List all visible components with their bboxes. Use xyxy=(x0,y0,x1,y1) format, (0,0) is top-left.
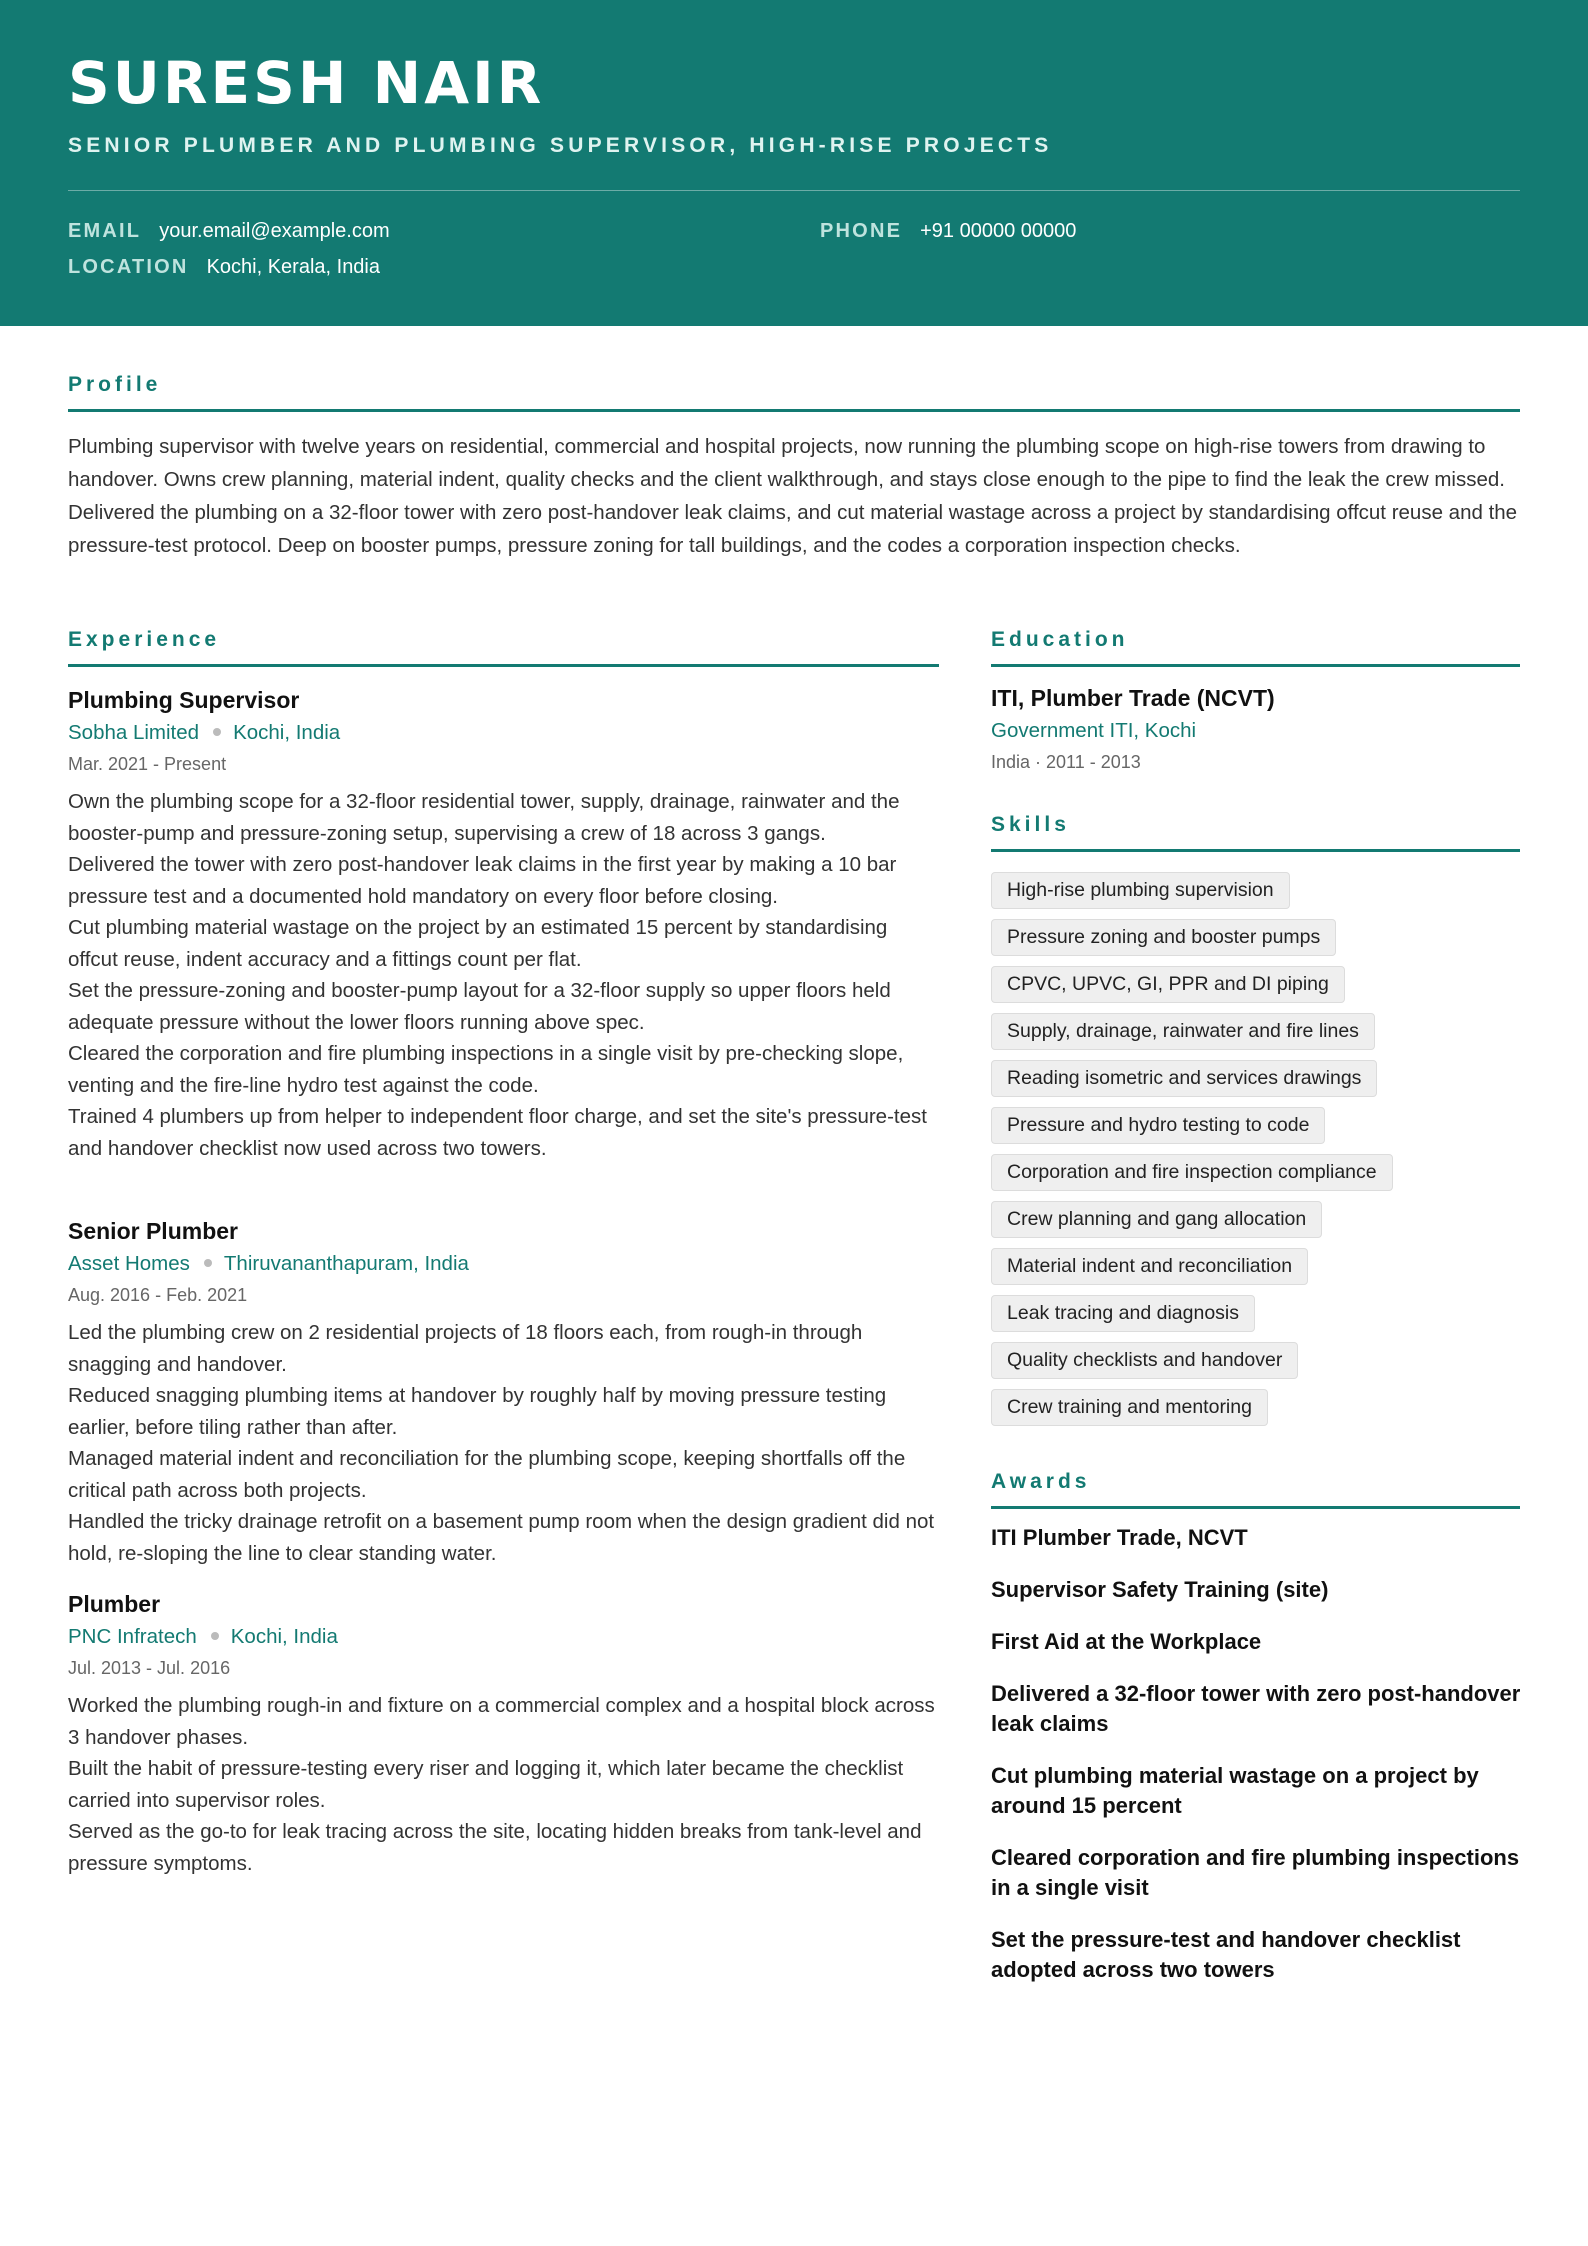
education-degree: ITI, Plumber Trade (NCVT) xyxy=(991,685,1275,711)
job-bullet: Handled the tricky drainage retrofit on a basement pump room when the design gradient did not hold, re-sloping the line to clear standing water. xyxy=(68,1510,935,1565)
job-meta xyxy=(68,718,938,748)
header-divider xyxy=(68,190,1520,191)
contact-email xyxy=(68,218,390,244)
job-bullet: Served as the go-to for leak tracing across the site, locating hidden breaks from tank-level and pressure symptoms. xyxy=(68,1820,922,1875)
separator-dot xyxy=(204,1259,212,1267)
phone-value[interactable]: +91 00000 00000 xyxy=(920,220,1077,242)
education-entry xyxy=(991,683,1521,776)
job-bullet: Reduced snagging plumbing items at handover by roughly half by moving pressure testing earlier, before tiling rather than after. xyxy=(68,1384,887,1439)
profile-divider xyxy=(68,409,1520,412)
award-item: Delivered a 32-floor tower with zero post-handover leak claims xyxy=(991,1681,1521,1736)
job-meta xyxy=(68,1249,938,1279)
experience-divider xyxy=(68,664,939,667)
skill-tag: Quality checklists and handover xyxy=(991,1342,1298,1379)
award-item: ITI Plumber Trade, NCVT xyxy=(991,1525,1248,1550)
job-dates: Jul. 2013 - Jul. 2016 xyxy=(68,1658,231,1678)
job-title: Plumber xyxy=(68,1591,161,1617)
job-bullet: Built the habit of pressure-testing every riser and logging it, which later became the checklist carried into supervisor roles. xyxy=(68,1757,904,1812)
award-item: Cut plumbing material wastage on a project by around 15 percent xyxy=(991,1763,1479,1818)
job-bullet: Managed material indent and reconciliation for the plumbing scope, keeping shortfalls off the critical path across both projects. xyxy=(68,1447,906,1502)
experience-heading: Experience xyxy=(68,628,221,651)
skill-tag: Supply, drainage, rainwater and fire lines xyxy=(991,1013,1375,1050)
skill-tag: Crew planning and gang allocation xyxy=(991,1201,1322,1238)
award-item: Set the pressure-test and handover checklist adopted across two towers xyxy=(991,1927,1461,1982)
job-bullet: Trained 4 plumbers up from helper to independent floor charge, and set the site's pressure-test and handover checklist now used across two towers. xyxy=(68,1105,927,1160)
awards-divider xyxy=(991,1506,1520,1509)
award-item: Cleared corporation and fire plumbing inspections in a single visit xyxy=(991,1845,1520,1900)
skill-tag: Material indent and reconciliation xyxy=(991,1248,1308,1285)
profile-summary: Plumbing supervisor with twelve years on residential, commercial and hospital projects, now running the plumbing scope on high-rise towers from drawing to handover. Owns crew planning, material indent, quality checks and the client walkthrough, and stays close enough to the pipe to find the leak the crew missed. Delivered the plumbing on a 32-floor tower with zero post-handover leak claims, and cut material wastage across a project by standardising offcut reuse and the pressure-test protocol. Deep on booster pumps, pressure zoning for tall buildings, and the codes a corporation inspection checks. xyxy=(68,435,1518,557)
job-company: Sobha Limited xyxy=(68,721,200,744)
job-bullet: Own the plumbing scope for a 32-floor residential tower, supply, drainage, rainwater and the booster-pump and pressure-zoning setup, supervising a crew of 18 across 3 gangs. xyxy=(68,790,900,845)
skills-heading: Skills xyxy=(991,813,1070,836)
skill-tag: Pressure and hydro testing to code xyxy=(991,1107,1325,1144)
profile-heading: Profile xyxy=(68,373,162,396)
job-company: Asset Homes xyxy=(68,1252,190,1275)
skill-tag: Pressure zoning and booster pumps xyxy=(991,919,1336,956)
location-value: Kochi, Kerala, India xyxy=(206,256,380,278)
email-value[interactable]: your.email@example.com xyxy=(159,220,390,242)
job-bullet: Cut plumbing material wastage on the project by an estimated 15 percent by standardising offcut reuse, indent accuracy and a fittings count per flat. xyxy=(68,916,888,971)
job-entry xyxy=(68,685,938,1164)
job-location: Thiruvananthapuram, India xyxy=(223,1252,469,1275)
education-school: Government ITI, Kochi xyxy=(991,719,1197,742)
resume-header xyxy=(0,0,1588,326)
location-label: LOCATION xyxy=(68,256,189,278)
separator-dot xyxy=(213,728,221,736)
email-label: EMAIL xyxy=(68,220,142,242)
job-bullets xyxy=(68,786,938,1164)
candidate-headline: SENIOR PLUMBER AND PLUMBING SUPERVISOR, HIGH-RISE PROJECTS xyxy=(68,134,1053,157)
skill-tag: Reading isometric and services drawings xyxy=(991,1060,1377,1097)
skill-tag: Leak tracing and diagnosis xyxy=(991,1295,1255,1332)
awards-heading: Awards xyxy=(991,1470,1091,1493)
phone-label: PHONE xyxy=(820,220,903,242)
job-company: PNC Infratech xyxy=(68,1625,197,1648)
job-entry xyxy=(68,1216,938,1569)
skills-divider xyxy=(991,849,1520,852)
job-location: Kochi, India xyxy=(233,721,341,744)
contact-location xyxy=(68,254,380,280)
education-heading: Education xyxy=(991,628,1129,651)
job-dates: Mar. 2021 - Present xyxy=(68,754,227,774)
contact-phone xyxy=(820,218,1076,244)
skills-list xyxy=(991,872,1521,1436)
job-bullets xyxy=(68,1317,938,1569)
job-dates: Aug. 2016 - Feb. 2021 xyxy=(68,1285,248,1305)
education-meta: India · 2011 - 2013 xyxy=(991,752,1141,772)
awards-list xyxy=(991,1523,1521,2007)
job-title: Senior Plumber xyxy=(68,1218,238,1244)
skill-tag: Corporation and fire inspection compliance xyxy=(991,1154,1393,1191)
separator-dot xyxy=(211,1632,219,1640)
job-bullet: Delivered the tower with zero post-handover leak claims in the first year by making a 10 bar pressure test and a documented hold mandatory on every floor before closing. xyxy=(68,853,897,908)
skill-tag: Crew training and mentoring xyxy=(991,1389,1268,1426)
job-entry xyxy=(68,1589,938,1879)
job-title: Plumbing Supervisor xyxy=(68,687,300,713)
job-bullet: Led the plumbing crew on 2 residential projects of 18 floors each, from rough-in through snagging and handover. xyxy=(68,1321,863,1376)
candidate-name: SURESH NAIR xyxy=(68,49,545,117)
job-bullet: Set the pressure-zoning and booster-pump layout for a 32-floor supply so upper floors held adequate pressure without the lower floors running above spec. xyxy=(68,979,891,1034)
job-bullet: Cleared the corporation and fire plumbing inspections in a single visit by pre-checking slope, venting and the fire-line hydro test against the code. xyxy=(68,1042,904,1097)
education-divider xyxy=(991,664,1520,667)
award-item: First Aid at the Workplace xyxy=(991,1629,1262,1654)
award-item: Supervisor Safety Training (site) xyxy=(991,1577,1329,1602)
skill-tag: CPVC, UPVC, GI, PPR and DI piping xyxy=(991,966,1345,1003)
job-location: Kochi, India xyxy=(230,1625,338,1648)
skill-tag: High-rise plumbing supervision xyxy=(991,872,1290,909)
job-bullet: Worked the plumbing rough-in and fixture on a commercial complex and a hospital block across 3 handover phases. xyxy=(68,1694,935,1749)
job-bullets xyxy=(68,1690,938,1879)
job-meta xyxy=(68,1622,938,1652)
